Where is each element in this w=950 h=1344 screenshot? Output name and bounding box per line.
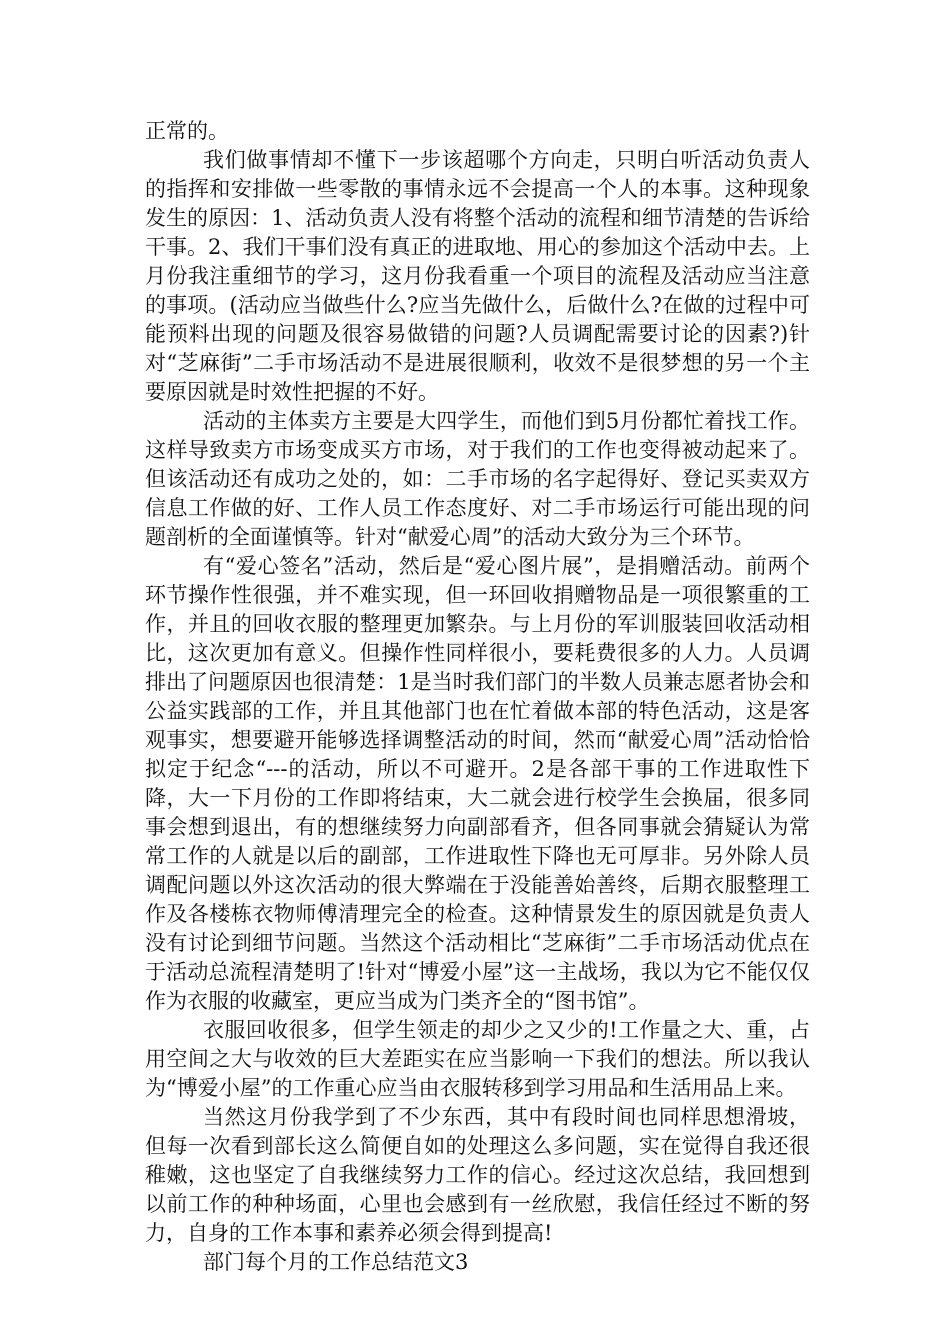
paragraph-continuation: 正常的。	[145, 119, 229, 143]
document-body	[145, 117, 810, 1277]
section-heading: 部门每个月的工作总结范文3	[203, 1250, 469, 1274]
paragraph: 有“爱心签名”活动，然后是“爱心图片展”，是捐赠活动。前两个环节操作性很强，并不难实现，但一环回收捐赠物品是一项很繁重的工作，并且的回收衣服的整理更加繁杂。与上月份的军训服装回收活动相比，这次更加有意义。但操作性同样很小，要耗费很多的人力。人员调排出了问题原因也很清楚：1是当时我们部门的半数人员兼志愿者协会和公益实践部的工作，并且其他部门也在忙着做本部的特色活动，这是客观事实，想要避开能够选择调整活动的时间，然而“献爱心周”活动恰恰拟定于纪念“---的活动，所以不可避开。2是各部干事的工作进取性下降，大一下月份的工作即将结束，大二就会进行校学生会换届，很多同事会想到退出，有的想继续努力向副部看齐，但各同事就会猜疑认为常常工作的人就是以后的副部，工作进取性下降也无可厚非。另外除人员调配问题以外这次活动的很大弊端在于没能善始善终，后期衣服整理工作及各楼栋衣物师傅清理完全的检查。这种情景发生的原因就是负责人没有讨论到细节问题。当然这个活动相比“芝麻街”二手市场活动优点在于活动总流程清楚明了!针对“博爱小屋”这一主战场，我以为它不能仅仅作为衣服的收藏室，更应当成为门类齐全的“图书馆”。	[145, 554, 810, 1013]
paragraph: 活动的主体卖方主要是大四学生，而他们到5月份都忙着找工作。这样导致卖方市场变成买方市场，对于我们的工作也变得被动起来了。但该活动还有成功之处的，如：二手市场的名字起得好、登记买卖双方信息工作做的好、工作人员工作态度好、对二手市场运行可能出现的问题剖析的全面谨慎等。针对“献爱心周”的活动大致分为三个环节。	[145, 409, 810, 549]
paragraph: 当然这月份我学到了不少东西，其中有段时间也同样思想滑坡，但每一次看到部长这么简便自如的处理这么多问题，实在觉得自我还很稚嫩，这也坚定了自我继续努力工作的信心。经过这次总结，我回想到以前工作的种种场面，心里也会感到有一丝欣慰，我信任经过不断的努力，自身的工作本事和素养必须会得到提高!	[145, 1105, 810, 1245]
paragraph: 我们做事情却不懂下一步该超哪个方向走，只明白听活动负责人的指挥和安排做一些零散的事情永远不会提高一个人的本事。这种现象发生的原因：1、活动负责人没有将整个活动的流程和细节清楚的告诉给干事。2、我们干事们没有真正的进取地、用心的参加这个活动中去。上月份我注重细节的学习，这月份我看重一个项目的流程及活动应当注意的事项。(活动应当做些什么?应当先做什么，后做什么?在做的过程中可能预料出现的问题及很容易做错的问题?人员调配需要讨论的因素?)针对“芝麻街”二手市场活动不是进展很顺利，收效不是很梦想的另一个主要原因就是时效性把握的不好。	[145, 148, 810, 404]
paragraph: 衣服回收很多，但学生领走的却少之又少的!工作量之大、重，占用空间之大与收效的巨大差距实在应当影响一下我们的想法。所以我认为“博爱小屋”的工作重心应当由衣服转移到学习用品和生活用品上来。	[145, 1018, 810, 1100]
